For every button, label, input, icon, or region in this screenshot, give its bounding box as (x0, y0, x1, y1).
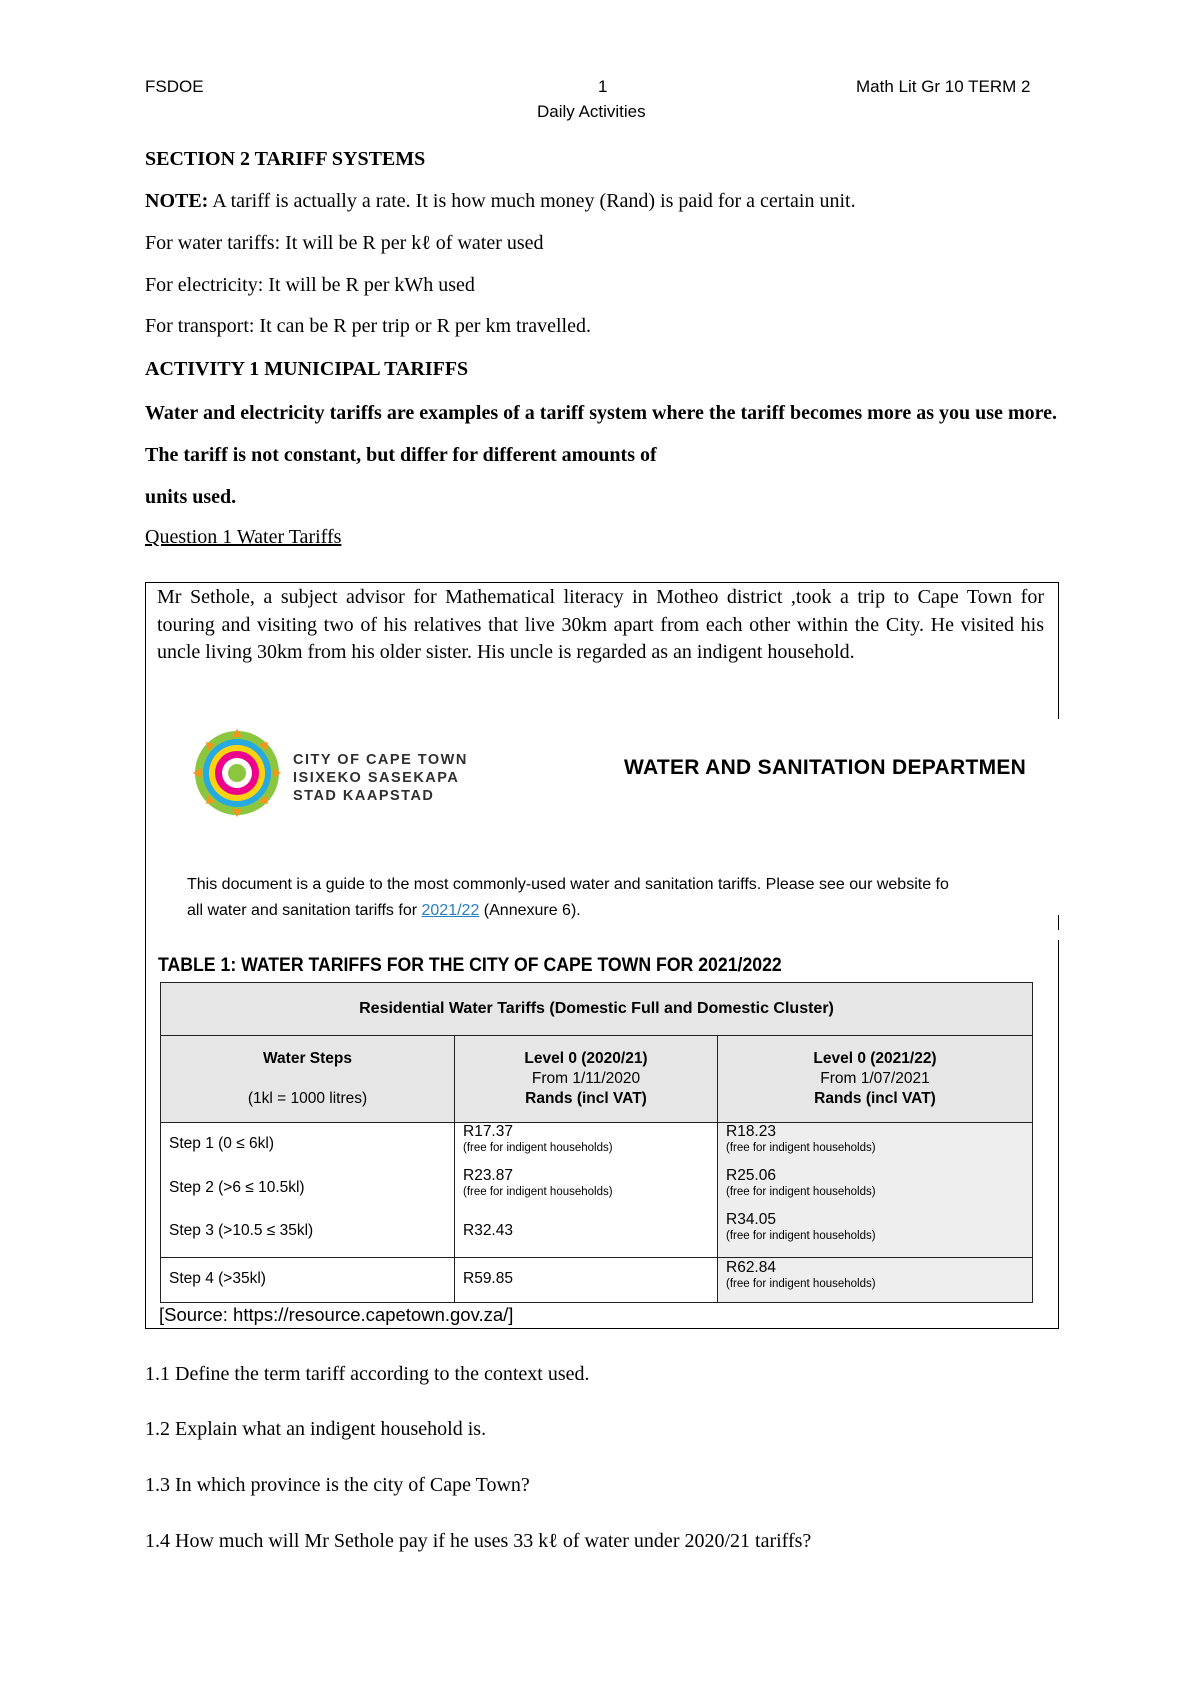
col-header-2020-title: Level 0 (2020/21) (524, 1050, 648, 1067)
free-note: (free for indigent households) (726, 1230, 876, 1242)
step-4-label: Step 4 (>35kl) (169, 1270, 266, 1287)
col-header-2020-unit: Rands (incl VAT) (525, 1090, 647, 1107)
price-2020-step-2 (463, 1167, 613, 1199)
free-note: (free for indigent households) (463, 1142, 613, 1154)
step-4-cell (161, 1258, 455, 1303)
col-header-2021-from: From 1/07/2021 (820, 1070, 930, 1087)
step-1-label: Step 1 (0 ≤ 6kl) (169, 1135, 274, 1152)
header-right: Math Lit Gr 10 TERM 2 (856, 77, 1031, 96)
col-header-2021 (718, 1036, 1033, 1123)
header-left: FSDOE (145, 77, 204, 96)
electricity-tariff-line: For electricity: It will be R per kWh used (145, 274, 475, 296)
free-note: (free for indigent households) (463, 1186, 613, 1198)
free-note: (free for indigent households) (726, 1278, 876, 1290)
question-1-1: 1.1 Define the term tariff according to the context used. (145, 1363, 590, 1385)
price-2021-step-3 (726, 1211, 876, 1243)
price-2020-step-3: R32.43 (463, 1222, 513, 1239)
page-number: 1 (598, 77, 608, 96)
note-text: A tariff is actually a rate. It is how much money (Rand) is paid for a certain unit. (208, 190, 856, 212)
price-2021-step-1 (726, 1123, 876, 1155)
table-caption: Residential Water Tariffs (Domestic Full and Domestic Cluster) (161, 983, 1033, 1036)
col-header-steps-title: Water Steps (262, 1050, 352, 1067)
step-2-label: Step 2 (>6 ≤ 10.5kl) (169, 1179, 305, 1196)
price-2020-step-4-cell (455, 1258, 718, 1303)
logo-text (293, 751, 468, 805)
tariff-table (160, 982, 1033, 1303)
logo-line-1: CITY OF CAPE TOWN (293, 752, 468, 768)
price-2020-step-1-value: R17.37 (463, 1123, 513, 1140)
question-1-2: 1.2 Explain what an indigent household is. (145, 1418, 487, 1440)
guide-line-2-pre: all water and sanitation tariffs for (187, 902, 422, 919)
question-1-3: 1.3 In which province is the city of Cape Town? (145, 1474, 530, 1496)
section-title: SECTION 2 TARIFF SYSTEMS (145, 148, 426, 170)
table-title: TABLE 1: WATER TARIFFS FOR THE CITY OF CAPE TOWN FOR 2021/2022 (158, 955, 782, 976)
guide-line-2-post: (Annexure 6). (479, 902, 581, 919)
col-header-2020 (455, 1036, 718, 1123)
box-border-gap (1052, 719, 1064, 915)
price-2021-step-4 (726, 1259, 876, 1291)
source-citation: [Source: https://resource.capetown.gov.za/] (159, 1304, 514, 1325)
steps-cell (161, 1123, 455, 1258)
free-note: (free for indigent households) (726, 1186, 876, 1198)
guide-line-1: This document is a guide to the most commonly-used water and sanitation tariffs. Please see our website fo (187, 876, 949, 893)
logo-line-3: STAD KAAPSTAD (293, 788, 435, 804)
prices-2020-cell (455, 1123, 718, 1258)
tariffs-link[interactable]: 2021/22 (421, 902, 480, 919)
price-2021-step-3-value: R34.05 (726, 1211, 776, 1228)
question-1-4: 1.4 How much will Mr Sethole pay if he uses 33 kℓ of water under 2020/21 tariffs? (145, 1530, 812, 1552)
department-title: WATER AND SANITATION DEPARTMEN (624, 756, 1027, 779)
header-subtitle: Daily Activities (537, 102, 646, 121)
col-header-2021-title: Level 0 (2021/22) (813, 1050, 937, 1067)
col-header-2021-unit: Rands (incl VAT) (814, 1090, 936, 1107)
price-2021-step-2-value: R25.06 (726, 1167, 776, 1184)
note-line (145, 190, 856, 213)
activity-paragraph (145, 392, 1057, 518)
price-2020-step-4: R59.85 (463, 1270, 513, 1287)
free-note: (free for indigent households) (726, 1142, 876, 1154)
price-2021-step-4-value: R62.84 (726, 1259, 776, 1276)
transport-tariff-line: For transport: It can be R per trip or R per km travelled. (145, 315, 591, 337)
step-3-label: Step 3 (>10.5 ≤ 35kl) (169, 1222, 314, 1239)
activity-paragraph-last: units used. (145, 486, 237, 508)
logo-line-2: ISIXEKO SASEKAPA (293, 770, 460, 786)
price-2020-step-1 (463, 1123, 613, 1155)
activity-title: ACTIVITY 1 MUNICIPAL TARIFFS (145, 358, 469, 380)
prices-2021-cell (718, 1123, 1033, 1258)
col-header-steps (161, 1036, 455, 1123)
cape-town-logo-icon (192, 728, 282, 818)
scenario-text: Mr Sethole, a subject advisor for Mathematical literacy in Motheo district ,took a trip to Cape Town for touring and visiting two of his relatives that live 30km apart from each other within the City. He visited his uncle living 30km from his older sister. His uncle is regarded as an indigent household. (157, 586, 1044, 663)
note-label: NOTE: (145, 190, 209, 212)
guide-line-2 (187, 898, 1053, 924)
price-2021-step-4-cell (718, 1258, 1033, 1303)
col-header-2020-from: From 1/11/2020 (531, 1070, 641, 1087)
col-header-steps-sub: (1kl = 1000 litres) (247, 1090, 368, 1107)
box-border-gap-2 (1052, 930, 1064, 940)
guide-text (187, 872, 1053, 924)
price-2021-step-1-value: R18.23 (726, 1123, 776, 1140)
question-heading: Question 1 Water Tariffs (145, 526, 342, 548)
water-tariff-line: For water tariffs: It will be R per kℓ of water used (145, 232, 544, 254)
activity-paragraph-body: Water and electricity tariffs are examples of a tariff system where the tariff becomes more as you use more. The tariff is not constant, but differ for different amounts of (145, 402, 1057, 466)
price-2020-step-2-value: R23.87 (463, 1167, 513, 1184)
price-2021-step-2 (726, 1167, 876, 1199)
